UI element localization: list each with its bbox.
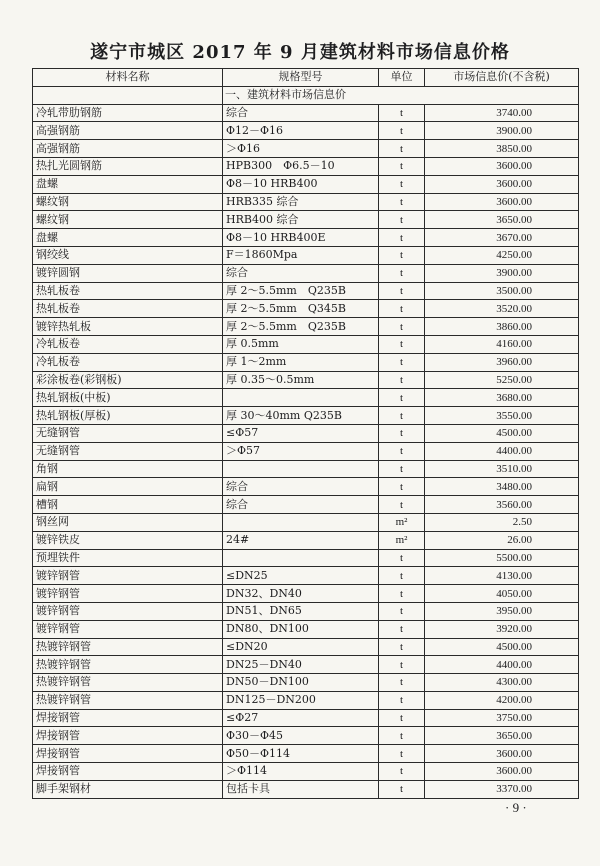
spec-cell: 24# [223, 531, 379, 549]
price-cell: 4200.00 [425, 691, 579, 709]
spec-cell: 厚 2～5.5mm Q235B [223, 318, 379, 336]
unit-cell: t [379, 371, 425, 389]
spec-cell: ≤Φ57 [223, 424, 379, 442]
table-row [33, 264, 579, 282]
unit-cell: t [379, 780, 425, 798]
unit-cell: m² [379, 531, 425, 549]
material-name-cell: 无缝钢管 [33, 442, 223, 460]
price-cell: 3740.00 [425, 104, 579, 122]
table-row [33, 585, 579, 603]
spec-cell: 厚 0.35～0.5mm [223, 371, 379, 389]
spec-cell: DN50－DN100 [223, 674, 379, 692]
material-name-cell: 镀锌钢管 [33, 602, 223, 620]
spec-cell: ≤DN20 [223, 638, 379, 656]
spec-cell: DN80、DN100 [223, 620, 379, 638]
material-name-cell: 镀锌钢管 [33, 620, 223, 638]
table-row [33, 531, 579, 549]
price-cell: 3900.00 [425, 264, 579, 282]
page-number: · 9 · [505, 800, 527, 815]
spec-cell: Φ8－10 HRB400E [223, 229, 379, 247]
material-name-cell: 盘螺 [33, 229, 223, 247]
material-name-cell: 高强钢筋 [33, 140, 223, 158]
unit-cell: t [379, 674, 425, 692]
unit-cell: m² [379, 513, 425, 531]
spec-cell: ≤DN25 [223, 567, 379, 585]
unit-cell: t [379, 602, 425, 620]
table-row [33, 780, 579, 798]
spec-cell: Φ12－Φ16 [223, 122, 379, 140]
table-header-row [33, 69, 579, 87]
spec-cell: 包括卡具 [223, 780, 379, 798]
material-name-cell: 焊接钢管 [33, 727, 223, 745]
unit-cell: t [379, 353, 425, 371]
price-cell: 4500.00 [425, 638, 579, 656]
unit-cell: t [379, 549, 425, 567]
table-row [33, 246, 579, 264]
unit-cell: t [379, 407, 425, 425]
header-unit: 单位 [379, 69, 425, 87]
price-cell: 5250.00 [425, 371, 579, 389]
table-row [33, 638, 579, 656]
spec-cell [223, 460, 379, 478]
table-row [33, 193, 579, 211]
table-row [33, 460, 579, 478]
material-name-cell: 螺纹钢 [33, 211, 223, 229]
spec-cell: 综合 [223, 104, 379, 122]
price-cell: 4300.00 [425, 674, 579, 692]
spec-cell: Φ30－Φ45 [223, 727, 379, 745]
price-cell: 3960.00 [425, 353, 579, 371]
table-row [33, 300, 579, 318]
table-row [33, 549, 579, 567]
spec-cell: DN25－DN40 [223, 656, 379, 674]
price-cell: 3510.00 [425, 460, 579, 478]
table-row [33, 496, 579, 514]
material-name-cell: 冷轧带肋钢筋 [33, 104, 223, 122]
header-price: 市场信息价(不含税) [425, 69, 579, 87]
price-cell: 3600.00 [425, 157, 579, 175]
material-name-cell: 钢绞线 [33, 246, 223, 264]
spec-cell [223, 389, 379, 407]
price-cell: 3900.00 [425, 122, 579, 140]
material-name-cell: 螺纹钢 [33, 193, 223, 211]
spec-cell: 厚 2～5.5mm Q345B [223, 300, 379, 318]
price-cell: 3950.00 [425, 602, 579, 620]
table-row [33, 656, 579, 674]
table-row [33, 157, 579, 175]
unit-cell: t [379, 193, 425, 211]
price-cell: 3670.00 [425, 229, 579, 247]
table-row [33, 140, 579, 158]
unit-cell: t [379, 318, 425, 336]
unit-cell: t [379, 745, 425, 763]
unit-cell: t [379, 211, 425, 229]
table-row [33, 282, 579, 300]
table-row [33, 442, 579, 460]
table-row [33, 709, 579, 727]
material-name-cell: 槽钢 [33, 496, 223, 514]
table-row [33, 513, 579, 531]
table-row [33, 211, 579, 229]
unit-cell: t [379, 496, 425, 514]
table-row [33, 229, 579, 247]
material-name-cell: 镀锌圆钢 [33, 264, 223, 282]
table-row [33, 104, 579, 122]
price-cell: 2.50 [425, 513, 579, 531]
material-name-cell: 冷轧板卷 [33, 335, 223, 353]
unit-cell: t [379, 282, 425, 300]
material-name-cell: 镀锌钢管 [33, 567, 223, 585]
unit-cell: t [379, 727, 425, 745]
unit-cell: t [379, 656, 425, 674]
table-row [33, 602, 579, 620]
unit-cell: t [379, 246, 425, 264]
material-name-cell: 热轧钢板(中板) [33, 389, 223, 407]
material-name-cell: 钢丝网 [33, 513, 223, 531]
table-row [33, 691, 579, 709]
price-cell: 3500.00 [425, 282, 579, 300]
table-row [33, 318, 579, 336]
table-row [33, 407, 579, 425]
table-row [33, 674, 579, 692]
price-cell: 26.00 [425, 531, 579, 549]
unit-cell: t [379, 424, 425, 442]
price-cell: 4500.00 [425, 424, 579, 442]
spec-cell: 综合 [223, 478, 379, 496]
table-row [33, 122, 579, 140]
price-cell: 3680.00 [425, 389, 579, 407]
spec-cell: Φ8－10 HRB400 [223, 175, 379, 193]
price-cell: 3600.00 [425, 193, 579, 211]
material-name-cell: 热轧板卷 [33, 300, 223, 318]
material-name-cell: 热扎光圆钢筋 [33, 157, 223, 175]
spec-cell: F＝1860Mpa [223, 246, 379, 264]
price-cell: 3520.00 [425, 300, 579, 318]
material-name-cell: 热轧板卷 [33, 282, 223, 300]
header-spec: 规格型号 [223, 69, 379, 87]
material-name-cell: 无缝钢管 [33, 424, 223, 442]
unit-cell: t [379, 478, 425, 496]
spec-cell: ≤Φ27 [223, 709, 379, 727]
material-name-cell: 扁钢 [33, 478, 223, 496]
unit-cell: t [379, 763, 425, 781]
price-cell: 4130.00 [425, 567, 579, 585]
table-row [33, 727, 579, 745]
material-name-cell: 冷轧板卷 [33, 353, 223, 371]
price-cell: 4050.00 [425, 585, 579, 603]
material-name-cell: 盘螺 [33, 175, 223, 193]
unit-cell: t [379, 300, 425, 318]
spec-cell: HRB335 综合 [223, 193, 379, 211]
table-row [33, 620, 579, 638]
material-name-cell: 热镀锌钢管 [33, 656, 223, 674]
section-row [33, 86, 579, 104]
spec-cell: ＞Φ114 [223, 763, 379, 781]
spec-cell: DN51、DN65 [223, 602, 379, 620]
material-name-cell: 焊接钢管 [33, 709, 223, 727]
price-cell: 3600.00 [425, 763, 579, 781]
price-cell: 3550.00 [425, 407, 579, 425]
unit-cell: t [379, 175, 425, 193]
material-name-cell: 镀锌热轧板 [33, 318, 223, 336]
unit-cell: t [379, 638, 425, 656]
price-cell: 3750.00 [425, 709, 579, 727]
unit-cell: t [379, 140, 425, 158]
unit-cell: t [379, 335, 425, 353]
section-title: 一、建筑材料市场信息价 [223, 86, 579, 104]
spec-cell: 厚 30～40mm Q235B [223, 407, 379, 425]
table-row [33, 424, 579, 442]
price-cell: 3600.00 [425, 175, 579, 193]
material-name-cell: 彩涂板卷(彩钢板) [33, 371, 223, 389]
unit-cell: t [379, 691, 425, 709]
unit-cell: t [379, 157, 425, 175]
price-cell: 4400.00 [425, 656, 579, 674]
spec-cell: HRB400 综合 [223, 211, 379, 229]
price-cell: 4160.00 [425, 335, 579, 353]
material-name-cell: 镀锌铁皮 [33, 531, 223, 549]
material-name-cell: 热轧钢板(厚板) [33, 407, 223, 425]
spec-cell: ＞Φ57 [223, 442, 379, 460]
unit-cell: t [379, 460, 425, 478]
material-name-cell: 焊接钢管 [33, 763, 223, 781]
material-name-cell: 热镀锌钢管 [33, 674, 223, 692]
material-name-cell: 镀锌钢管 [33, 585, 223, 603]
price-table [32, 68, 579, 799]
table-row [33, 335, 579, 353]
unit-cell: t [379, 122, 425, 140]
table-row [33, 745, 579, 763]
unit-cell: t [379, 585, 425, 603]
spec-cell: 厚 1～2mm [223, 353, 379, 371]
spec-cell: Φ50－Φ114 [223, 745, 379, 763]
material-name-cell: 热镀锌钢管 [33, 691, 223, 709]
spec-cell: DN125－DN200 [223, 691, 379, 709]
price-cell: 3600.00 [425, 745, 579, 763]
unit-cell: t [379, 567, 425, 585]
price-cell: 3650.00 [425, 211, 579, 229]
material-name-cell: 角钢 [33, 460, 223, 478]
unit-cell: t [379, 442, 425, 460]
material-name-cell: 焊接钢管 [33, 745, 223, 763]
price-cell: 3480.00 [425, 478, 579, 496]
unit-cell: t [379, 620, 425, 638]
price-cell: 3650.00 [425, 727, 579, 745]
table-row [33, 353, 579, 371]
table-row [33, 567, 579, 585]
spec-cell: DN32、DN40 [223, 585, 379, 603]
spec-cell [223, 549, 379, 567]
page-title: 遂宁市城区 2017 年 9 月建筑材料市场信息价格 [90, 42, 510, 63]
spec-cell: 厚 2～5.5mm Q235B [223, 282, 379, 300]
price-cell: 5500.00 [425, 549, 579, 567]
material-name-cell: 热镀锌钢管 [33, 638, 223, 656]
table-row [33, 478, 579, 496]
table-row [33, 763, 579, 781]
price-cell: 3370.00 [425, 780, 579, 798]
material-name-cell: 预埋铁件 [33, 549, 223, 567]
unit-cell: t [379, 389, 425, 407]
price-cell: 3920.00 [425, 620, 579, 638]
table-row [33, 371, 579, 389]
header-material-name: 材料名称 [33, 69, 223, 87]
unit-cell: t [379, 104, 425, 122]
price-cell: 3560.00 [425, 496, 579, 514]
table-row [33, 389, 579, 407]
price-cell: 4250.00 [425, 246, 579, 264]
spec-cell: 综合 [223, 264, 379, 282]
price-cell: 4400.00 [425, 442, 579, 460]
unit-cell: t [379, 264, 425, 282]
spec-cell [223, 513, 379, 531]
spec-cell: HPB300 Φ6.5－10 [223, 157, 379, 175]
material-name-cell: 脚手架钢材 [33, 780, 223, 798]
unit-cell: t [379, 709, 425, 727]
material-name-cell: 高强钢筋 [33, 122, 223, 140]
price-cell: 3850.00 [425, 140, 579, 158]
unit-cell: t [379, 229, 425, 247]
table-row [33, 175, 579, 193]
spec-cell: ＞Φ16 [223, 140, 379, 158]
price-cell: 3860.00 [425, 318, 579, 336]
spec-cell: 厚 0.5mm [223, 335, 379, 353]
spec-cell: 综合 [223, 496, 379, 514]
